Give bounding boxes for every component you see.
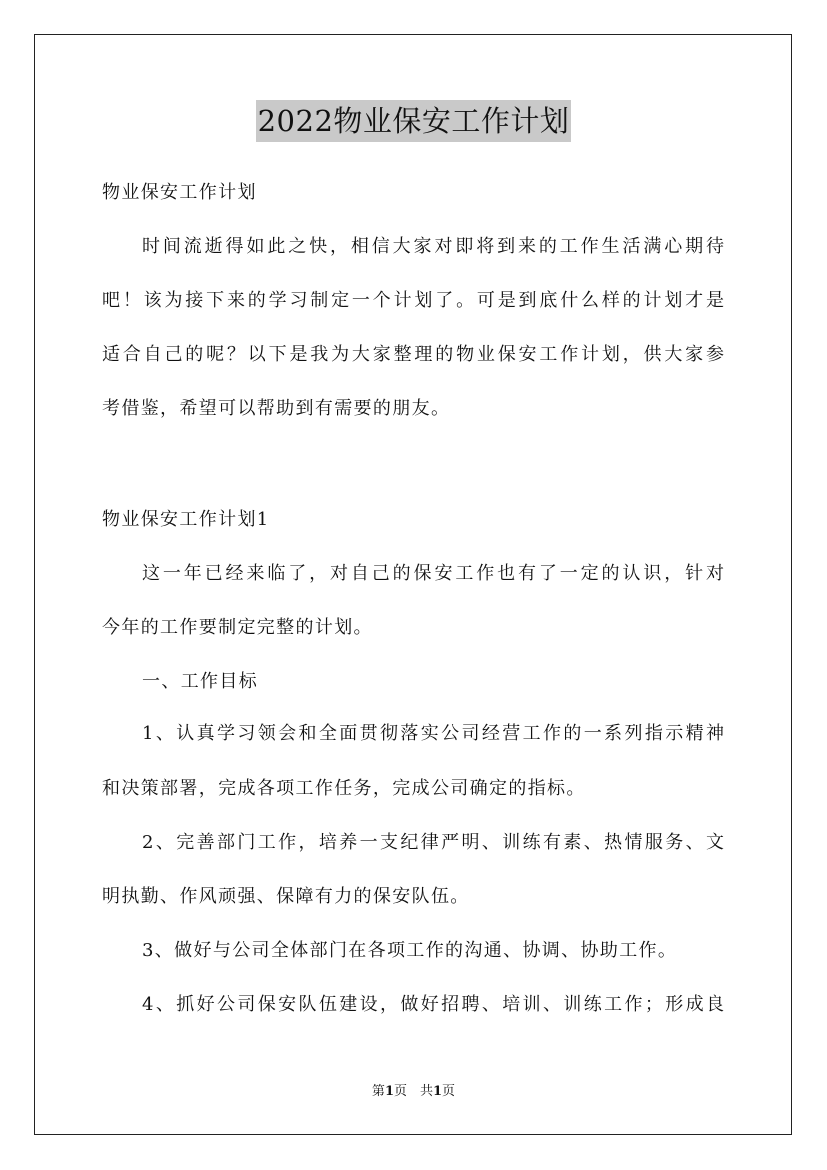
goal4-line: 4、抓好公司保安队伍建设，做好招聘、培训、训练工作；形成良	[142, 994, 724, 1015]
footer-page-current: 1	[384, 1084, 394, 1099]
intro-line-1: 时间流逝得如此之快，相信大家对即将到来的工作生活满心期待	[142, 236, 724, 257]
footer-prefix: 第	[371, 1084, 385, 1099]
footer-suffix: 页	[442, 1084, 456, 1099]
subtitle: 物业保安工作计划	[102, 182, 257, 203]
footer-mid: 页 共	[393, 1084, 433, 1099]
section1-intro-line-1: 这一年已经来临了，对自己的保安工作也有了一定的认识，针对	[142, 563, 724, 584]
goal1-line-1: 1、认真学习领会和全面贯彻落实公司经营工作的一系列指示精神	[142, 723, 724, 744]
goal2-line-2: 明执勤、作风顽强、保障有力的保安队伍。	[102, 886, 470, 907]
intro-line-4: 考借鉴，希望可以帮助到有需要的朋友。	[102, 398, 451, 419]
goals-heading: 一、工作目标	[142, 671, 259, 692]
goal2-line-1: 2、完善部门工作，培养一支纪律严明、训练有素、热情服务、文	[142, 832, 724, 853]
section1-intro-line-2: 今年的工作要制定完整的计划。	[102, 617, 373, 638]
goal1-line-2: 和决策部署，完成各项工作任务，完成公司确定的指标。	[102, 778, 586, 799]
document-title: 2022物业保安工作计划	[256, 100, 572, 142]
goal3-line: 3、做好与公司全体部门在各项工作的沟通、协调、协助工作。	[142, 940, 678, 961]
title-container	[0, 100, 827, 142]
intro-line-3: 适合自己的呢？以下是我为大家整理的物业保安工作计划，供大家参	[102, 344, 724, 365]
section1-heading: 物业保安工作计划1	[102, 509, 270, 530]
intro-line-2: 吧！该为接下来的学习制定一个计划了。可是到底什么样的计划才是	[102, 290, 724, 311]
page-footer	[0, 1083, 827, 1101]
footer-page-total: 1	[433, 1084, 443, 1099]
